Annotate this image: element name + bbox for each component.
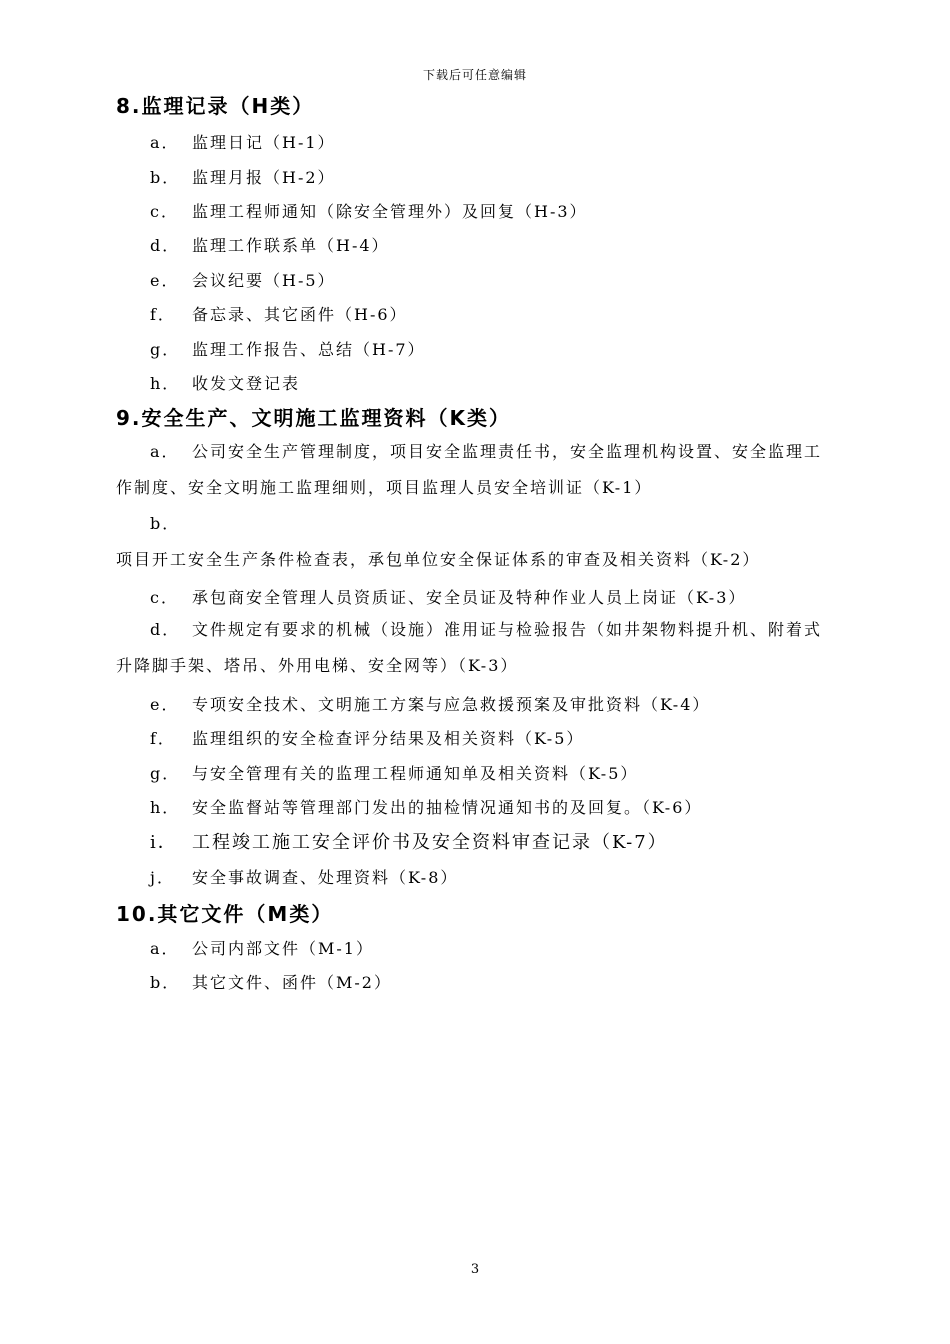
list-item: [150, 337, 426, 360]
section-title-8: 8.监理记录（H类）: [116, 94, 315, 118]
list-item: [150, 268, 336, 291]
list-item: [150, 585, 746, 608]
item-marker: a．: [150, 939, 180, 958]
item-marker: a．: [150, 133, 180, 152]
section-title-10: 10.其它文件（M类）: [116, 902, 334, 926]
item-text: 备忘录、其它函件（H-6）: [192, 305, 408, 324]
item-text: 其它文件、函件（M-2）: [192, 973, 392, 992]
item-text: 项目开工安全生产条件检查表，承包单位安全保证体系的审查及相关资料（K-2）: [116, 550, 761, 569]
list-item: [150, 165, 336, 188]
item-text: 收发文登记表: [192, 374, 301, 393]
list-item: [150, 233, 390, 256]
item-marker: e．: [150, 695, 180, 714]
item-text: 监理组织的安全检查评分结果及相关资料（K-5）: [192, 729, 585, 748]
item-marker: d．: [150, 620, 181, 639]
item-marker: h．: [150, 798, 181, 817]
item-marker: g．: [150, 340, 181, 359]
list-item: [116, 434, 832, 506]
list-item: [116, 612, 832, 684]
list-item: [150, 130, 336, 153]
item-marker: b．: [150, 973, 181, 992]
item-marker: a．: [150, 442, 180, 461]
list-item: [150, 761, 638, 784]
item-marker: h．: [150, 374, 181, 393]
list-item: [150, 795, 702, 818]
item-marker: i．: [150, 832, 178, 853]
item-text: 监理工作联系单（H-4）: [192, 236, 390, 255]
item-marker: j．: [150, 868, 175, 887]
item-text: 安全事故调查、处理资料（K-8）: [192, 868, 459, 887]
item-text: 公司安全生产管理制度，项目安全监理责任书，安全监理机构设置、安全监理工作制度、安全文明施工监理细则，项目监理人员安全培训证（K-1）: [116, 442, 823, 497]
item-text: 会议纪要（H-5）: [192, 271, 336, 290]
item-marker: b．: [150, 514, 181, 533]
list-item: [116, 506, 832, 578]
item-text: 监理日记（H-1）: [192, 133, 336, 152]
item-marker: g．: [150, 764, 181, 783]
item-text: 工程竣工施工安全评价书及安全资料审查记录（K-7）: [192, 832, 668, 853]
list-item: [150, 865, 458, 888]
list-item: [150, 371, 300, 394]
item-text: 文件规定有要求的机械（设施）准用证与检验报告（如井架物料提升机、附着式升降脚手架、塔吊、外用电梯、安全网等）（K-3）: [116, 620, 823, 675]
item-text: 公司内部文件（M-1）: [192, 939, 374, 958]
item-marker: c．: [150, 588, 179, 607]
item-text: 安全监督站等管理部门发出的抽检情况通知书的及回复。（K-6）: [192, 798, 703, 817]
item-marker: e．: [150, 271, 180, 290]
item-marker: f．: [150, 305, 176, 324]
item-text: 监理工作报告、总结（H-7）: [192, 340, 426, 359]
list-item: [150, 692, 710, 715]
item-marker: c．: [150, 202, 179, 221]
list-item: [150, 726, 584, 749]
item-text: 承包商安全管理人员资质证、安全员证及特种作业人员上岗证（K-3）: [192, 588, 747, 607]
item-marker: f．: [150, 729, 176, 748]
list-item: [150, 936, 374, 959]
section-title-9: 9.安全生产、文明施工监理资料（K类）: [116, 406, 512, 430]
page-number: 3: [470, 1262, 480, 1277]
item-text: 监理月报（H-2）: [192, 168, 336, 187]
list-item: [150, 970, 392, 993]
item-text: 监理工程师通知（除安全管理外）及回复（H-3）: [192, 202, 588, 221]
list-item: [150, 828, 668, 854]
item-text: 专项安全技术、文明施工方案与应急救援预案及审批资料（K-4）: [192, 695, 711, 714]
page-header: 下载后可任意编辑: [422, 68, 527, 82]
list-item: [150, 199, 588, 222]
item-marker: d．: [150, 236, 181, 255]
item-text: 与安全管理有关的监理工程师通知单及相关资料（K-5）: [192, 764, 639, 783]
item-marker: b．: [150, 168, 181, 187]
list-item: [150, 302, 408, 325]
